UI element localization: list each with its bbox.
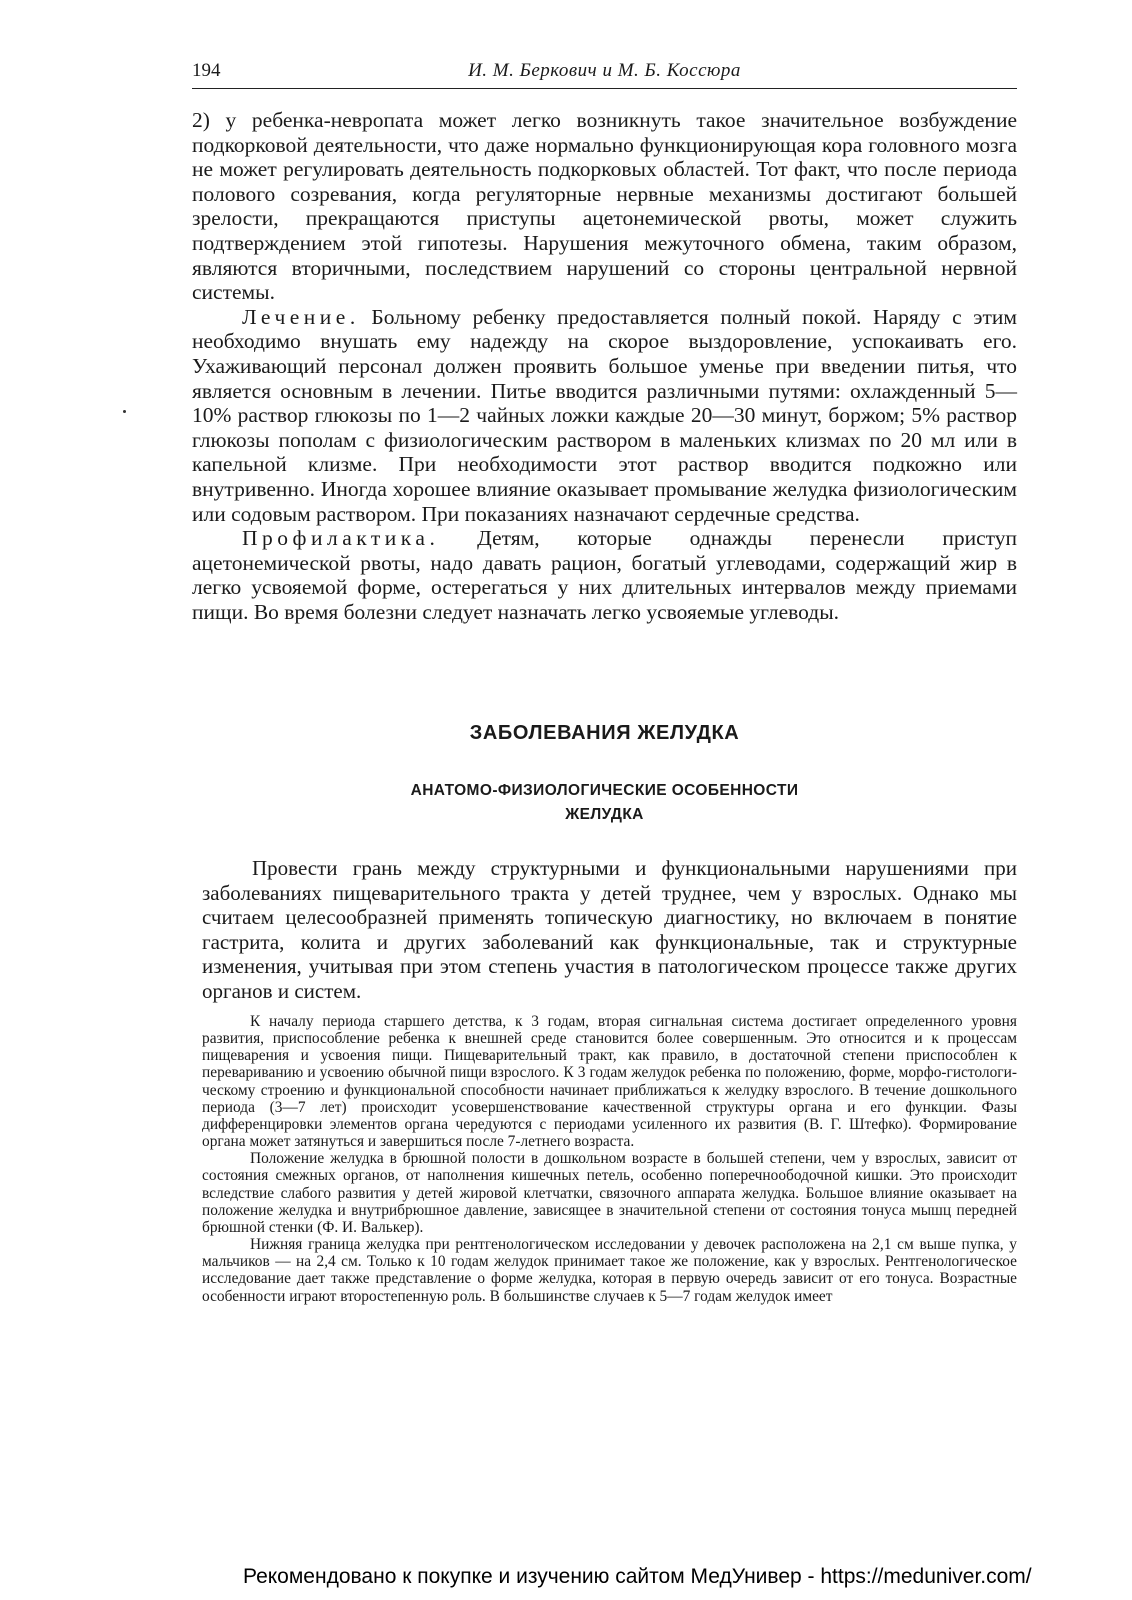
paragraph-prevention	[192, 526, 1017, 624]
paragraph-treatment	[192, 305, 1017, 526]
footer-recommendation: Рекомендовано к покупке и изучению сайтом МедУнивер - https://meduniver.com/	[243, 1565, 1032, 1588]
page-number: 194	[192, 60, 221, 81]
prevention-label: Профилактика.	[242, 526, 440, 551]
paragraph-hypothesis: 2) у ребенка-невропата может легко возникнуть такое значительное возбуждение подкорковой деятельности, что даже нормально функционирующая кора головного мозга не может регулировать деятельность подкорковых областей. Тот факт, что после периода полового созревания, когда регуляторные нервные механизмы достигают большей зрелости, прекращаются приступы ацетонемической рвоты, может служить подтверждением этой гипотезы. Нарушения межуточного обмена, таким образом, являются вторичными, последствием нарушений со стороны центральной нервной системы.	[192, 108, 1017, 305]
treatment-label: Лечение.	[242, 304, 360, 329]
subtitle-line-2: ЖЕЛУДКА	[565, 806, 644, 823]
small-paragraph-3: Нижняя граница желудка при рентгенологическом исследовании у девочек расположена на 2,1 см выше пупка, у мальчиков — на 2,4 см. Только к 10 годам желудок принимает такое же положение, как у взрослых. Рентгенологическое исследование дает также представление о форме желудка, которая в первую очередь зависит от его тонуса. Возрастные особенности играют второстепенную роль. В большинстве случаев к 5—7 годам желудок имеет	[202, 1236, 1017, 1305]
section-title: ЗАБОЛЕВАНИЯ ЖЕЛУДКА	[469, 722, 740, 744]
intro-block	[202, 856, 1017, 1003]
running-head: И. М. Беркович и М. Б. Коссюра	[468, 60, 741, 81]
prevention-text: Детям, которые однажды перенесли приступ ацетонемической рвоты, надо давать рацион, богатый углеводами, содержащий жир в легко усвояемой форме, остерегаться у них длительных интервалов между приемами пищи. Во время болезни следует назначать легко усвояемые углеводы.	[192, 526, 1017, 624]
subtitle-line-1: АНАТОМО-ФИЗИОЛОГИЧЕСКИЕ ОСОБЕННОСТИ	[410, 782, 799, 799]
small-paragraph-2: Положение желудка в брюшной полости в дошкольном возрасте в большей степени, чем у взрослых, зависит от состояния смежных органов, от наполнения кишечных петель, особенно поперечноободочной кишки. Это происходит вследствие слабого развития у детей жировой клетчатки, связочного аппарата желудка. Большое влияние оказывает на положение желудка и внутрибрюшное давление, зависящее в значительной степени от состояния тонуса мышц передней брюшной стенки (Ф. И. Валькер).	[202, 1150, 1017, 1236]
small-paragraph-1: К началу периода старшего детства, к 3 годам, вторая сигнальная система достигает определенного уровня развития, приспособление ребенка к внешней среде становится более совершенным. Это относится и к процессам пищеварения и усвоения пищи. Пищеварительный тракт, как правило, в достаточной степени приспособлен к перевариванию и усвоению обычной пищи взрослого. К 3 годам желудок ребенка по положению, форме, морфо-гистологическому строению и функциональной способности начинает приближаться к желудку взрослого. В течение дошкольного периода (3—7 лет) происходит усовершенствование качественной структуры органа и его функции. Фазы дифференцировки элементов органа чередуются с периодами усиленного их развития (В. Г. Штефко). Формирование органа может затянуться и завершиться после 7-летнего возраста.	[202, 1013, 1017, 1151]
treatment-text: Больному ребенку предоставляется полный покой. Наряду с этим необходимо внушать ему надежду на скорое выздоровление, успокаивать его. Ухаживающий персонал должен проявить большое уменье при введении питья, что является основным в лечении. Питье вводится различными путями: охлажденный 5—10% раствор глюкозы по 1—2 чайных ложки каждые 20—30 минут, боржом; 5% раствор глюкозы пополам с физиологическим раствором в маленьких клизмах по 20 мл или в капельной клизме. При необходимости этот раствор вводится подкожно или внутривенно. Иногда хорошее влияние оказывает промывание желудка физиологическим или содовым раствором. При показаниях назначают сердечные средства.	[192, 304, 1017, 526]
small-print-block	[202, 1013, 1017, 1305]
page-header	[192, 58, 1017, 89]
top-text-block	[192, 108, 1017, 624]
section-subtitle	[192, 779, 1017, 827]
margin-speck	[123, 410, 126, 413]
paragraph-intro: Провести грань между структурными и функциональными нарушениями при заболеваниях пищеварительного тракта у детей труднее, чем у взрослых. Однако мы считаем целесообразней применять топическую диагностику, но включаем в понятие гастрита, колита и других заболеваний как функциональные, так и структурные изменения, учитывая при этом степень участия в патологическом процессе также других органов и систем.	[202, 856, 1017, 1003]
